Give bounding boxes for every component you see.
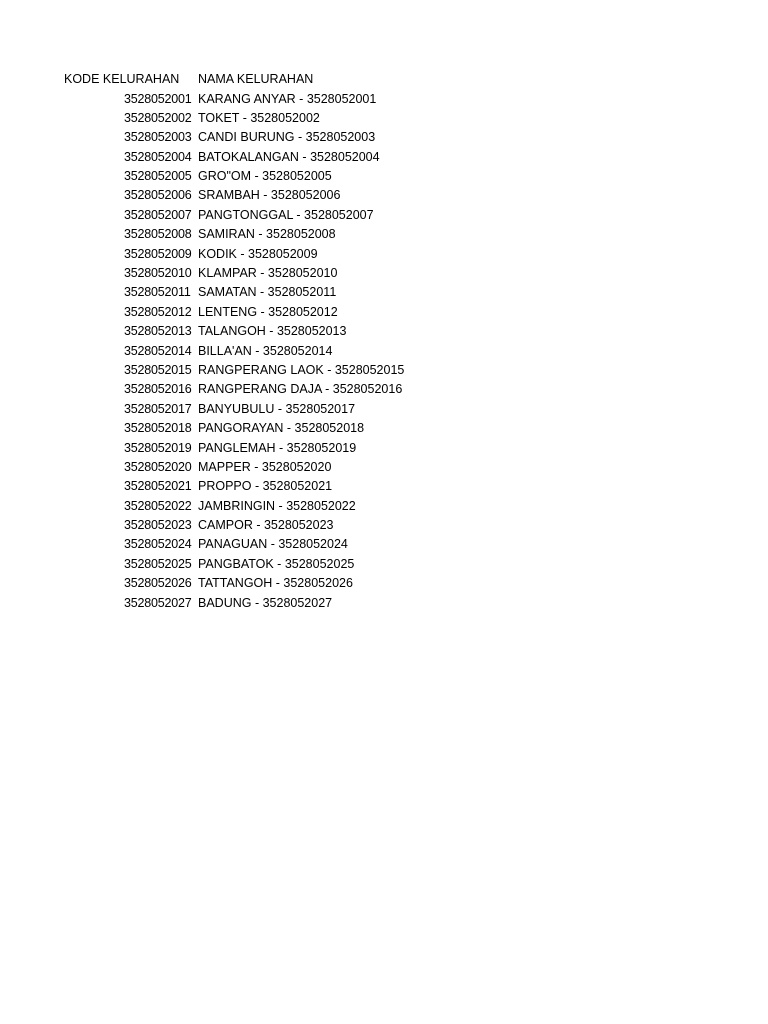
kelurahan-code: 3528052017: [124, 401, 192, 416]
kelurahan-code: 3528052007: [124, 207, 192, 222]
table-row: [0, 225, 768, 244]
kelurahan-code: 3528052013: [124, 324, 192, 339]
header-nama-kelurahan: NAMA KELURAHAN: [198, 72, 314, 86]
table-row: [0, 419, 768, 438]
kelurahan-name: PANGBATOK - 3528052025: [198, 556, 355, 571]
kelurahan-code: 3528052003: [124, 130, 192, 145]
kelurahan-name: PANGLEMAH - 3528052019: [198, 440, 357, 455]
kelurahan-name: SRAMBAH - 3528052006: [198, 188, 341, 203]
kelurahan-code: 3528052023: [124, 518, 192, 533]
kelurahan-name: TOKET - 3528052002: [198, 110, 320, 125]
table-row: [0, 361, 768, 380]
kelurahan-code: 3528052020: [124, 459, 192, 474]
table-row: [0, 245, 768, 264]
kelurahan-name: GRO"OM - 3528052005: [198, 169, 332, 184]
kelurahan-name: SAMIRAN - 3528052008: [198, 227, 336, 242]
kelurahan-code: 3528052006: [124, 188, 192, 203]
kelurahan-code: 3528052005: [124, 169, 192, 184]
kelurahan-code: 3528052021: [124, 479, 192, 494]
kelurahan-name: JAMBRINGIN - 3528052022: [198, 498, 356, 513]
table-row: [0, 90, 768, 109]
kelurahan-code: 3528052025: [124, 556, 192, 571]
table-row: [0, 400, 768, 419]
header-kode-kelurahan: KODE KELURAHAN: [64, 72, 180, 86]
kelurahan-code: 3528052016: [124, 382, 192, 397]
kelurahan-name: PANGORAYAN - 3528052018: [198, 421, 365, 436]
kelurahan-code: 3528052001: [124, 91, 192, 106]
table-row: [0, 594, 768, 613]
kelurahan-code: 3528052022: [124, 498, 192, 513]
kelurahan-name: RANGPERANG LAOK - 3528052015: [198, 362, 405, 377]
kelurahan-name: CANDI BURUNG - 3528052003: [198, 130, 376, 145]
kelurahan-name: BATOKALANGAN - 3528052004: [198, 149, 380, 164]
kelurahan-code: 3528052024: [124, 537, 192, 552]
kelurahan-code: 3528052019: [124, 440, 192, 455]
table-body: [0, 90, 768, 614]
kelurahan-name: TALANGOH - 3528052013: [198, 324, 347, 339]
table-row: [0, 128, 768, 147]
kelurahan-name: TATTANGOH - 3528052026: [198, 576, 353, 591]
table-row: [0, 322, 768, 341]
table-row: [0, 342, 768, 361]
table-row: [0, 516, 768, 535]
kelurahan-name: BANYUBULU - 3528052017: [198, 401, 356, 416]
kelurahan-code: 3528052004: [124, 149, 192, 164]
kelurahan-code: 3528052026: [124, 576, 192, 591]
table-row: [0, 497, 768, 516]
table-row: [0, 574, 768, 593]
kelurahan-name: PANAGUAN - 3528052024: [198, 537, 348, 552]
kelurahan-name: KODIK - 3528052009: [198, 246, 318, 261]
table-row: [0, 167, 768, 186]
kelurahan-name: CAMPOR - 3528052023: [198, 518, 334, 533]
table-row: [0, 477, 768, 496]
table-header: [0, 70, 768, 89]
kelurahan-name: MAPPER - 3528052020: [198, 459, 332, 474]
table-row: [0, 264, 768, 283]
kelurahan-code: 3528052012: [124, 304, 192, 319]
table-row: [0, 283, 768, 302]
kelurahan-code: 3528052027: [124, 595, 192, 610]
kelurahan-name: PROPPO - 3528052021: [198, 479, 333, 494]
kelurahan-name: PANGTONGGAL - 3528052007: [198, 207, 374, 222]
kelurahan-code: 3528052018: [124, 421, 192, 436]
table-row: [0, 439, 768, 458]
kelurahan-name: LENTENG - 3528052012: [198, 304, 338, 319]
table-row: [0, 148, 768, 167]
table-row: [0, 380, 768, 399]
kelurahan-code: 3528052009: [124, 246, 192, 261]
kelurahan-code: 3528052011: [124, 285, 191, 300]
table-row: [0, 555, 768, 574]
kelurahan-name: RANGPERANG DAJA - 3528052016: [198, 382, 403, 397]
table-row: [0, 186, 768, 205]
table-row: [0, 458, 768, 477]
kelurahan-code: 3528052010: [124, 266, 192, 281]
kelurahan-name: SAMATAN - 3528052011: [198, 285, 337, 300]
table-row: [0, 535, 768, 554]
kelurahan-code: 3528052015: [124, 362, 192, 377]
kelurahan-name: KARANG ANYAR - 3528052001: [198, 91, 377, 106]
kelurahan-name: BADUNG - 3528052027: [198, 595, 333, 610]
table-row: [0, 303, 768, 322]
table-row: [0, 206, 768, 225]
table-row: [0, 109, 768, 128]
kelurahan-code: 3528052008: [124, 227, 192, 242]
kelurahan-code: 3528052002: [124, 110, 192, 125]
kelurahan-code: 3528052014: [124, 343, 192, 358]
kelurahan-name: BILLA'AN - 3528052014: [198, 343, 333, 358]
kelurahan-name: KLAMPAR - 3528052010: [198, 266, 338, 281]
